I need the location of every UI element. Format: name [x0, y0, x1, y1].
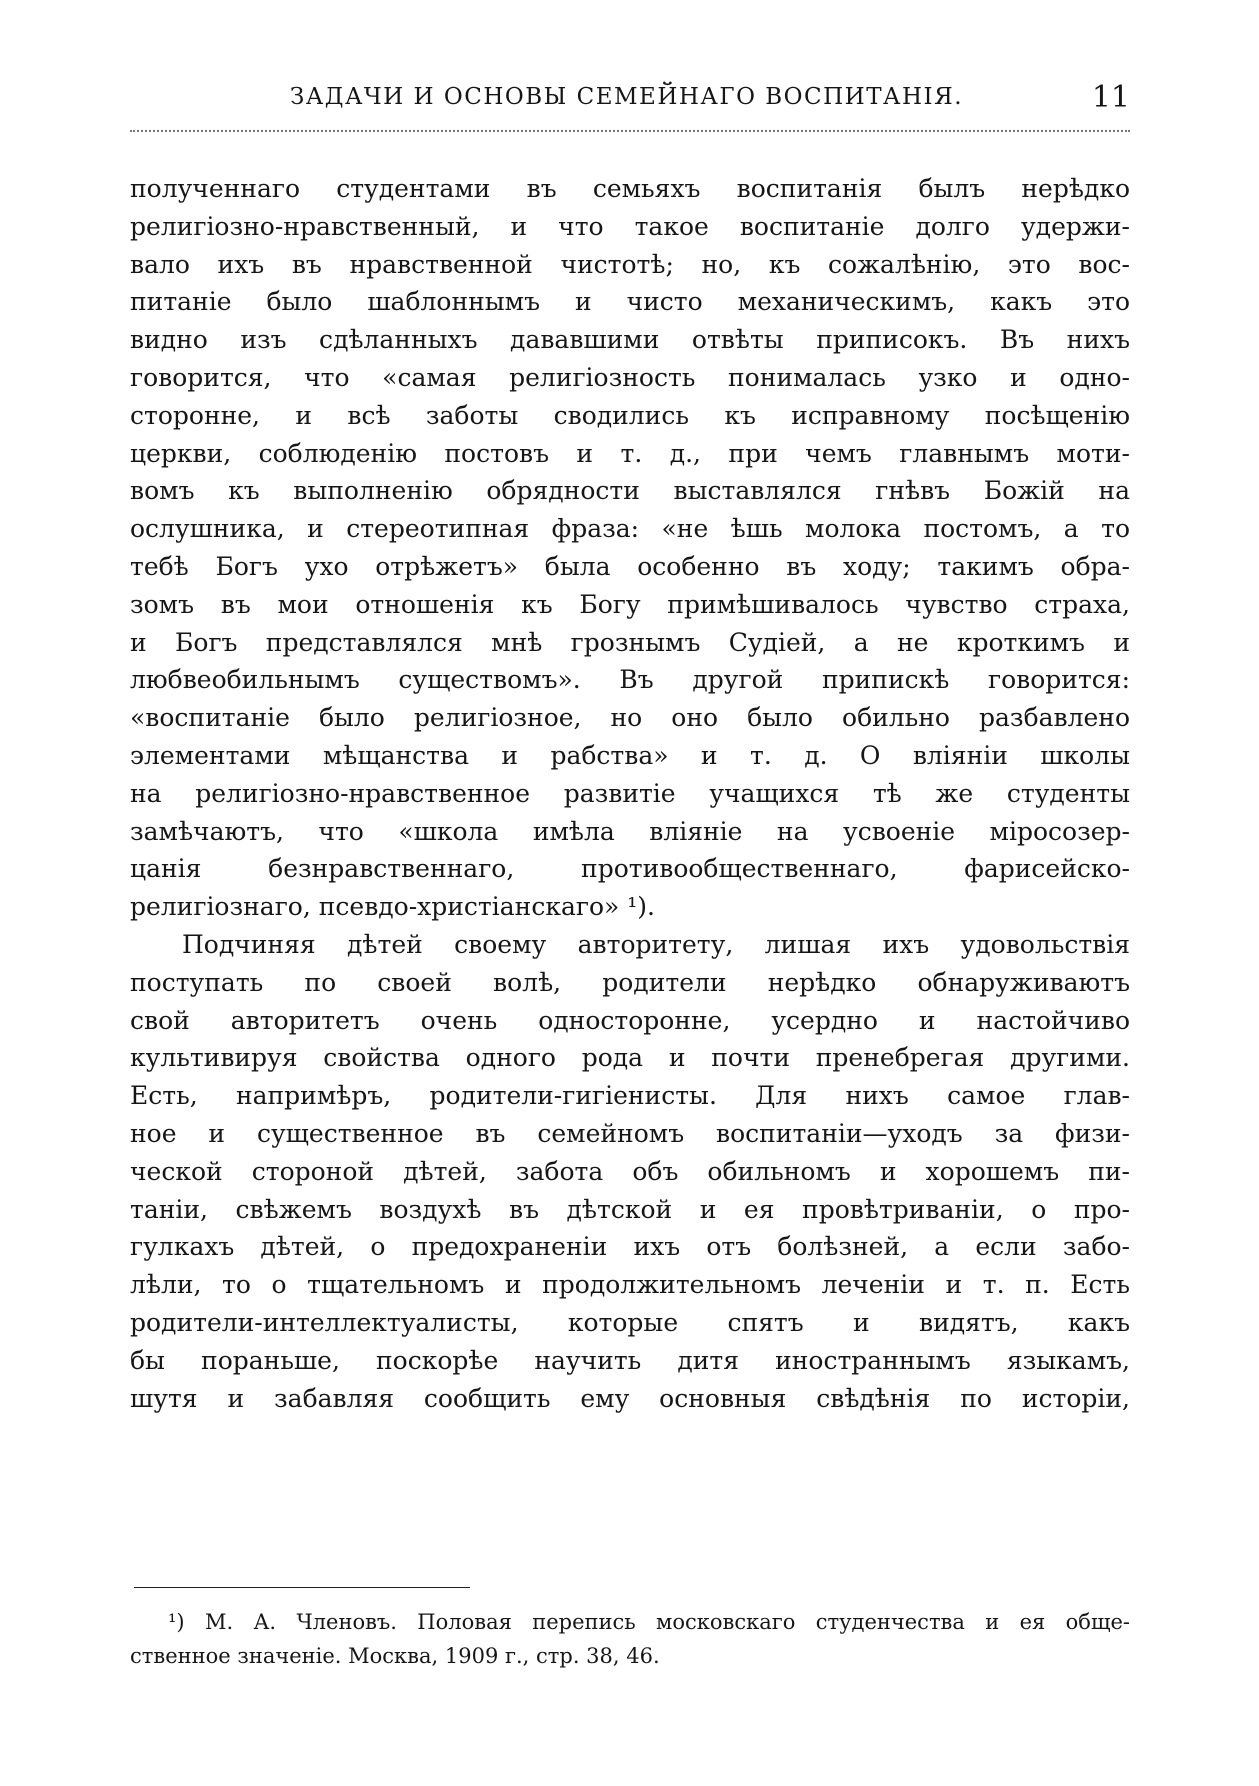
text-line: лѣли, то о тщательномъ и продолжительномъ леченіи и т. п. Есть	[130, 1270, 1130, 1300]
text-line: ное и существенное въ семейномъ воспитаніи—уходъ за физи-	[130, 1118, 1130, 1148]
text-line: зомъ въ мои отношенія къ Богу примѣшивалось чувство страха,	[130, 589, 1130, 619]
header-rule	[130, 130, 1130, 132]
text-line: говорится, что «самая религіозность понималась узко и одно-	[130, 362, 1130, 392]
text-line: сторонне, и всѣ заботы сводились къ исправному посѣщенію	[130, 400, 1130, 430]
text-line: ческой стороной дѣтей, забота объ обильномъ и хорошемъ пи-	[130, 1156, 1130, 1186]
text-line: питаніе было шаблоннымъ и чисто механическимъ, какъ это	[130, 287, 1130, 317]
text-line: видно изъ сдѣланныхъ дававшими отвѣты приписокъ. Въ нихъ	[130, 325, 1130, 355]
text-line: тебѣ Богъ ухо отрѣжетъ» была особенно въ ходу; такимъ обра-	[130, 551, 1130, 581]
text-line: религіозно-нравственный, и что такое воспитаніе долго удержи-	[130, 211, 1130, 241]
footnote-line: ственное значеніе. Москва, 1909 г., стр. 38, 46.	[130, 1644, 660, 1668]
paragraph-start-line: Подчиняя дѣтей своему авторитету, лишая ихъ удовольствія	[182, 929, 1130, 959]
text-line: замѣчаютъ, что «школа имѣла вліяніе на усвоеніе міросозер-	[130, 816, 1130, 846]
body-text	[130, 170, 1130, 1417]
text-line: Есть, напримѣръ, родители-гигіенисты. Для нихъ самое глав-	[130, 1081, 1130, 1111]
page-number: 11	[1091, 80, 1130, 115]
text-line: шутя и забавляя сообщить ему основныя свѣдѣнія по исторіи,	[130, 1383, 1130, 1413]
text-line: бы пораньше, поскорѣе научить дитя иностраннымъ языкамъ,	[130, 1345, 1130, 1375]
text-line: полученнаго студентами въ семьяхъ воспитанія былъ нерѣдко	[130, 174, 1130, 203]
text-line: религіознаго, псевдо-христіанскаго» ¹).	[130, 892, 655, 922]
text-line: родители-интеллектуалисты, которые спятъ и видятъ, какъ	[130, 1307, 1130, 1337]
header-title: ЗАДАЧИ И ОСНОВЫ СЕМЕЙНАГО ВОСПИТАНІЯ.	[290, 84, 964, 110]
text-line: «воспитаніе было религіозное, но оно было обильно разбавлено	[130, 703, 1130, 733]
running-header	[130, 80, 1130, 120]
text-line: культивируя свойства одного рода и почти пренебрегая другими.	[130, 1043, 1130, 1073]
text-line: любвеобильнымъ существомъ». Въ другой припискѣ говорится:	[130, 665, 1130, 695]
text-line: гулкахъ дѣтей, о предохраненіи ихъ отъ болѣзней, а если забо-	[130, 1232, 1130, 1262]
text-line: вало ихъ въ нравственной чистотѣ; но, къ сожалѣнію, это вос-	[130, 249, 1130, 279]
footnotes	[130, 1605, 1130, 1673]
text-line: ослушника, и стереотипная фраза: «не ѣшь молока постомъ, а то	[130, 514, 1130, 544]
footnote-rule	[134, 1587, 470, 1588]
text-line: свой авторитетъ очень односторонне, усердно и настойчиво	[130, 1005, 1130, 1035]
text-line: на религіозно-нравственное развитіе учащихся тѣ же студенты	[130, 778, 1130, 808]
text-line: элементами мѣщанства и рабства» и т. д. О вліяніи школы	[130, 740, 1130, 770]
text-line: таніи, свѣжемъ воздухѣ въ дѣтской и ея провѣтриваніи, о про-	[130, 1194, 1130, 1224]
text-line: церкви, соблюденію постовъ и т. д., при чемъ главнымъ моти-	[130, 438, 1130, 468]
text-line: цанія безнравственнаго, противообщественнаго, фарисейско-	[130, 854, 1130, 884]
text-line: и Богъ представлялся мнѣ грознымъ Судіей, а не кроткимъ и	[130, 627, 1130, 657]
text-line: вомъ къ выполненію обрядности выставлялся гнѣвъ Божій на	[130, 476, 1130, 506]
text-line: поступать по своей волѣ, родители нерѣдко обнаруживаютъ	[130, 967, 1130, 997]
footnote-line: ¹) М. А. Членовъ. Половая перепись московскаго студенчества и ея обще-	[168, 1610, 1130, 1634]
